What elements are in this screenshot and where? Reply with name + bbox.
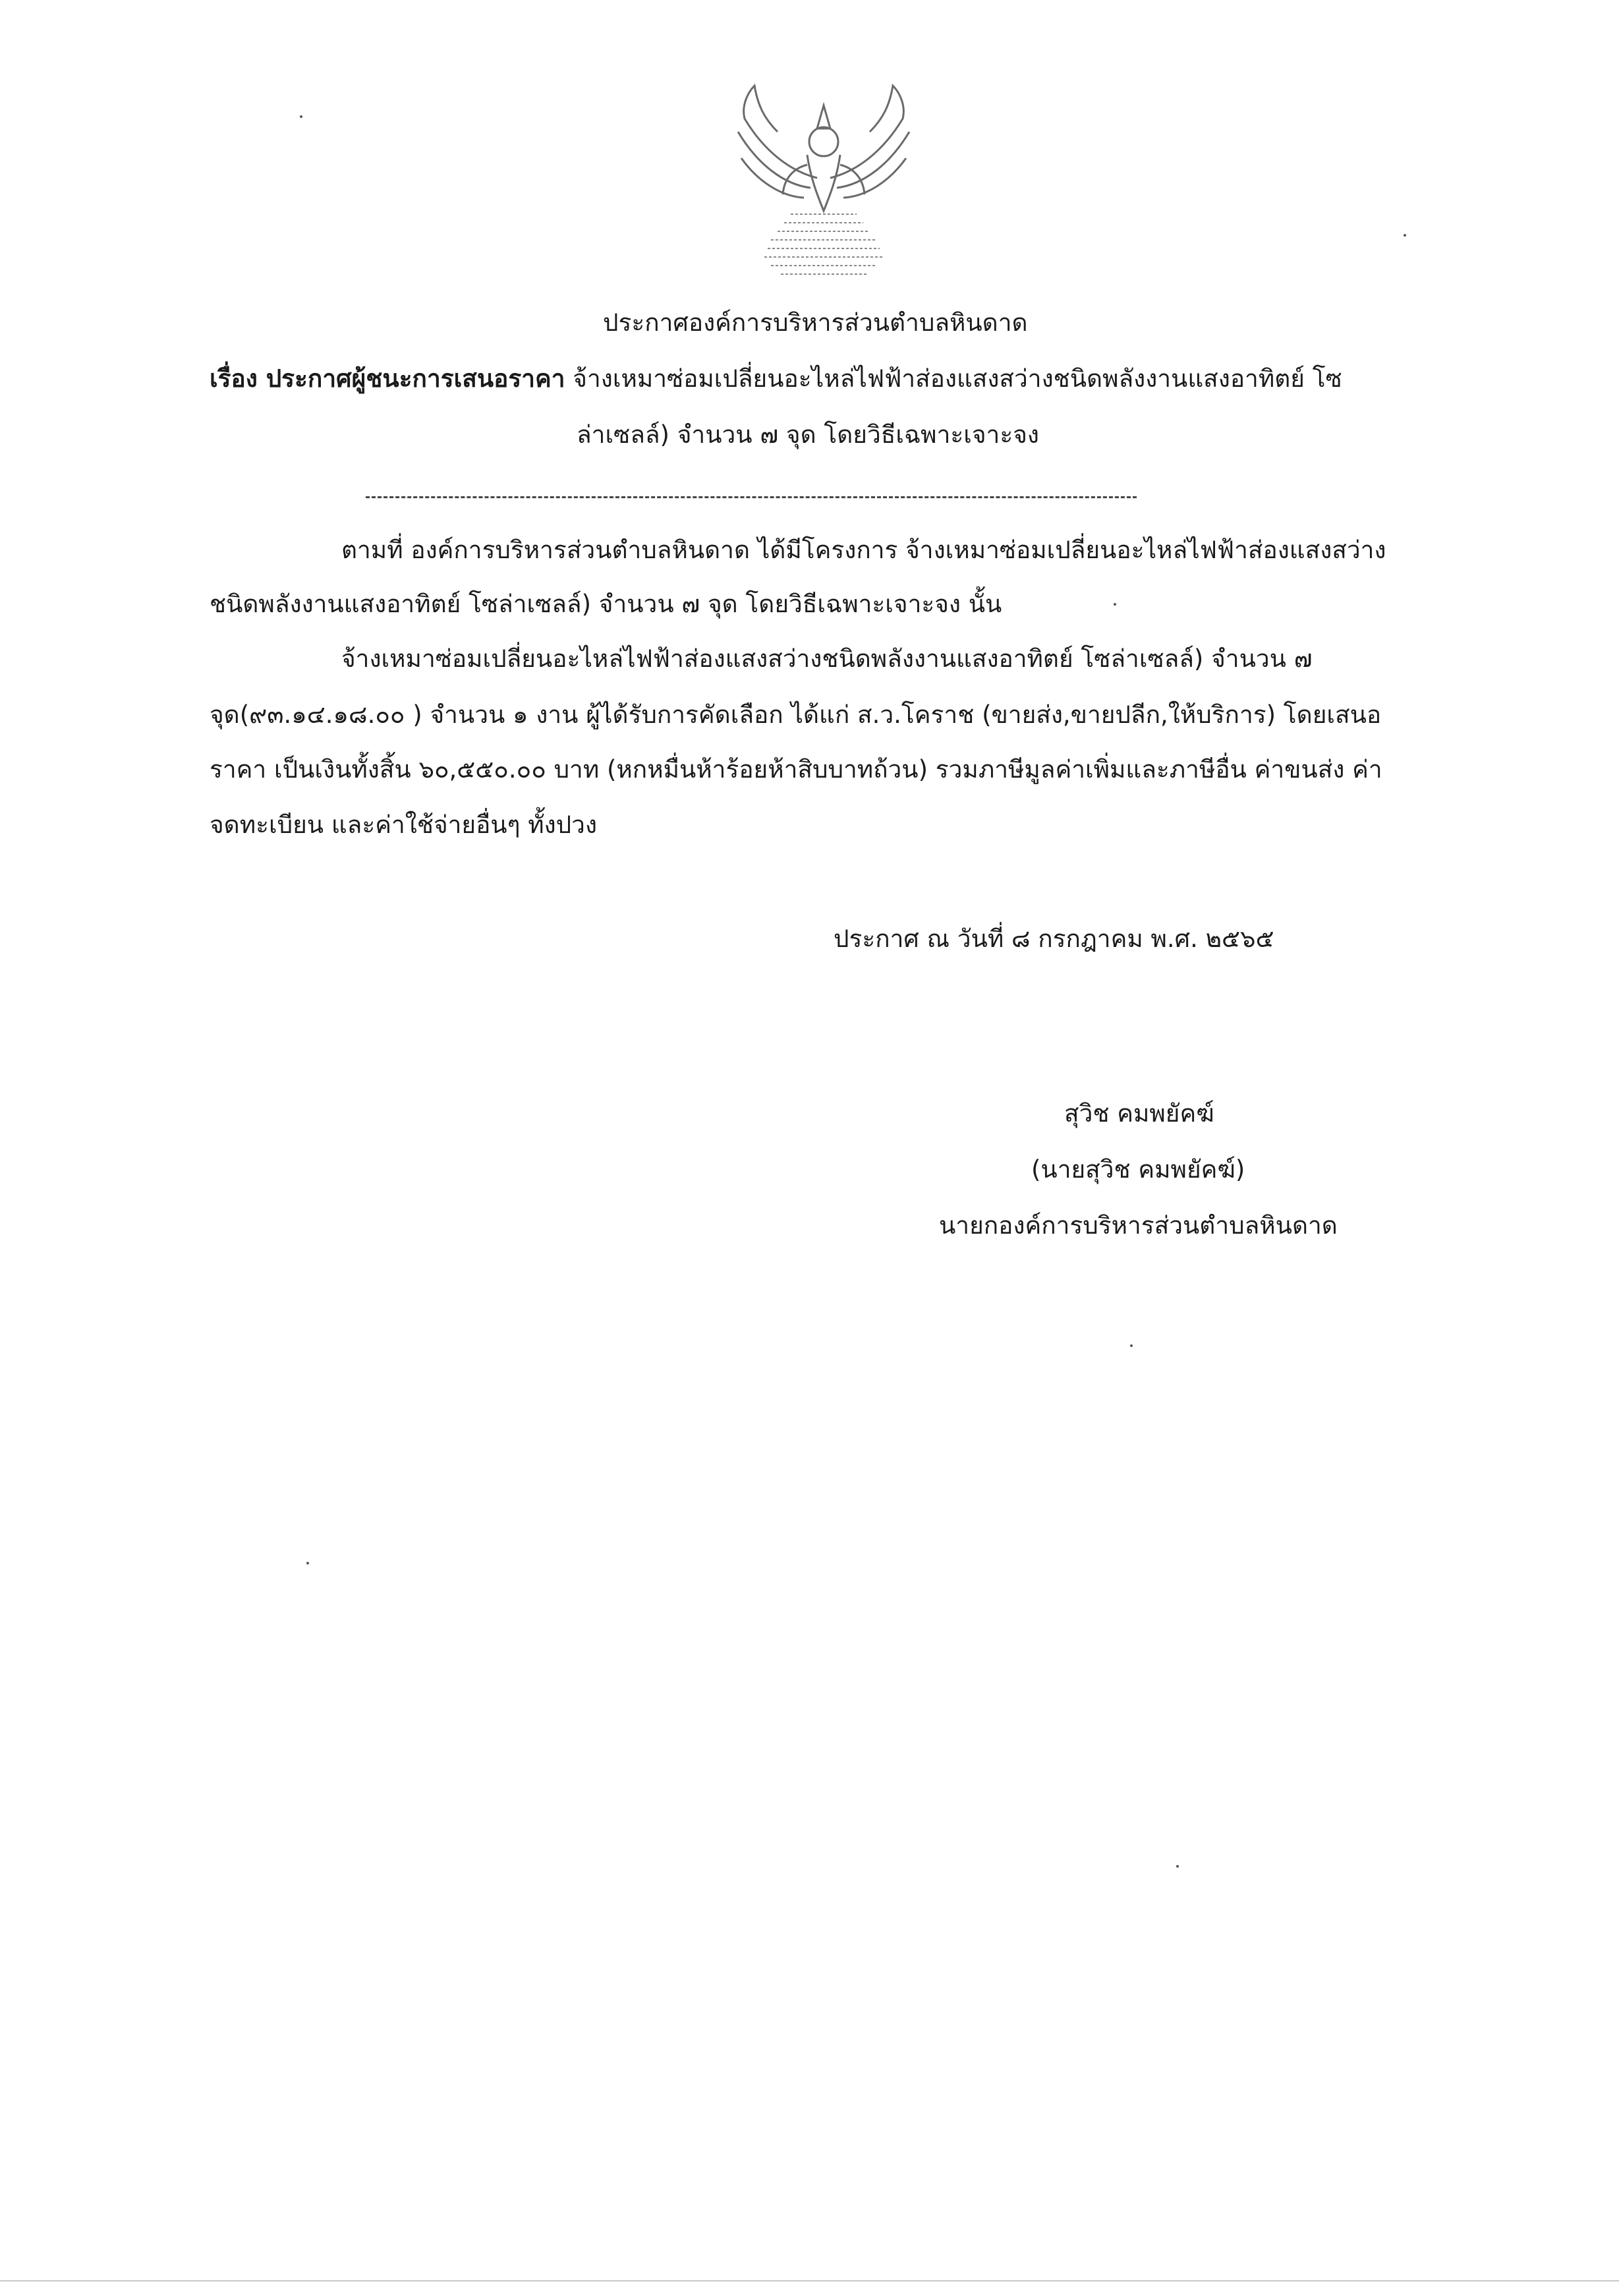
garuda-emblem-icon [718, 79, 929, 283]
printed-name: (นายสุวิช คมพยัคฆ์) [1031, 1155, 1245, 1184]
scan-speck [300, 115, 302, 118]
heading-divider [366, 496, 1137, 498]
signed-name: สุวิช คมพยัคฆ์ [1064, 1099, 1214, 1128]
paragraph-2-line-2: จุด(๙๓.๑๔.๑๘.๐๐ ) จำนวน ๑ งาน ผู้ได้รับการคัดเลือก ได้แก่ ส.ว.โคราช (ขายส่ง,ขายปลีก,ให้บริการ) โดยเสนอ [210, 701, 1382, 729]
paragraph-2-line-1: จ้างเหมาซ่อมเปลี่ยนอะไหล่ไฟฟ้าส่องแสงสว่างชนิดพลังงานแสงอาทิตย์ โซล่าเซลล์) จำนวน ๗ [341, 645, 1313, 673]
announce-date: ประกาศ ณ วันที่ ๘ กรกฎาคม พ.ศ. ๒๕๖๕ [834, 925, 1274, 953]
subject-text-1: จ้างเหมาซ่อมเปลี่ยนอะไหล่ไฟฟ้าส่องแสงสว่างชนิดพลังงานแสงอาทิตย์ โซ [573, 364, 1342, 393]
paragraph-2-line-3: ราคา เป็นเงินทั้งสิ้น ๖๐,๕๕๐.๐๐ บาท (หกหมื่นห้าร้อยห้าสิบบาทถ้วน) รวมภาษีมูลค่าเพิ่มและภาษีอื่น ค่าขนส่ง ค่า [210, 755, 1382, 784]
scan-speck [1114, 603, 1116, 606]
signer-position: นายกองค์การบริหารส่วนตำบลหินดาด [939, 1211, 1338, 1240]
page-bottom-edge [0, 2280, 1619, 2282]
scan-speck [1130, 1344, 1133, 1347]
subject-label: เรื่อง ประกาศผู้ชนะการเสนอราคา [210, 364, 565, 393]
org-heading: ประกาศองค์การบริหารส่วนตำบลหินดาด [603, 308, 1028, 337]
scan-speck [1404, 234, 1406, 237]
subject-line-2: ล่าเซลล์) จำนวน ๗ จุด โดยวิธีเฉพาะเจาะจง [577, 420, 1039, 449]
paragraph-1-line-1: ตามที่ องค์การบริหารส่วนตำบลหินดาด ได้มีโครงการ จ้างเหมาซ่อมเปลี่ยนอะไหล่ไฟฟ้าส่องแสงสว่าง [341, 536, 1386, 564]
paragraph-2-line-4: จดทะเบียน และค่าใช้จ่ายอื่นๆ ทั้งปวง [210, 811, 598, 839]
scan-speck [306, 1562, 309, 1564]
subject-line-1 [210, 359, 1342, 399]
paragraph-1-line-2: ชนิดพลังงานแสงอาทิตย์ โซล่าเซลล์) จำนวน ๗ จุด โดยวิธีเฉพาะเจาะจง นั้น [210, 590, 1002, 618]
scan-speck [1176, 1865, 1179, 1868]
